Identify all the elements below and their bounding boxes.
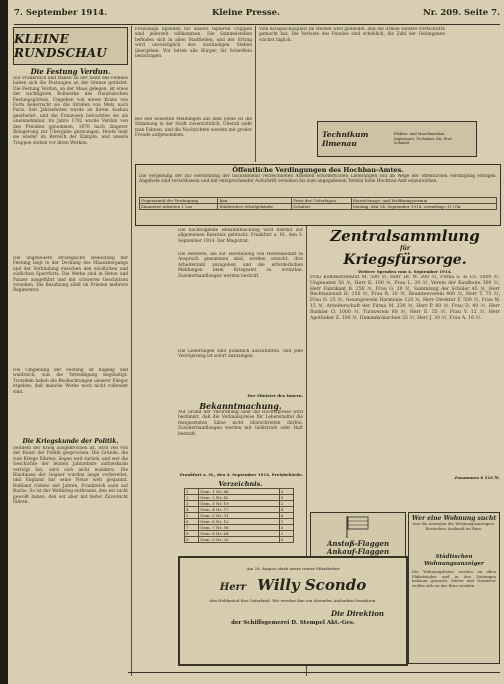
signature: Frankfurt a. M., den 4. September 1914. Preisbehörde. <box>179 472 303 477</box>
table-cell: 6 <box>185 519 199 525</box>
table-cell: 2 <box>279 501 293 507</box>
table-cell: 3 <box>185 501 199 507</box>
zentralsammlung-section <box>310 228 500 508</box>
paragraph: Die nachfolgende Bekanntmachung wird hiermit zur allgemeinen Kenntnis gebracht. Frankfurt a. M., den 3. September 1914. Der Magistrat. <box>178 228 303 244</box>
table-cell: Städtisches Schulgebäude <box>218 204 292 210</box>
header-rule <box>14 24 500 25</box>
obituary-name-line <box>180 575 406 594</box>
header-date: 7. September 1914. <box>14 8 108 18</box>
column-middle-top <box>135 27 252 161</box>
header-issue: Nr. 209. Seite 7. <box>423 8 500 18</box>
table-cell: Zimmerer-Arbeiten 1 Los <box>140 204 218 210</box>
table-cell: Gem. 1 Nr. 86 <box>199 489 279 495</box>
paragraph: Freiwillige Spenden für unsere tapferen Truppen sind jederzeit willkommen. Die Sammelstellen befinden sich in allen Stadtteilen, und der Ertrag wird unverzüglich den zuständigen Stellen übergeben. Wir bitten alle Bürger, ihr Scherflein beizutragen. <box>135 27 252 60</box>
table-cell: 1 <box>185 489 199 495</box>
table-cell: Gem. 3 Nr. 19 <box>199 501 279 507</box>
ad-wohnung <box>408 512 500 664</box>
table-row <box>140 204 497 210</box>
table-cell: 7 <box>185 525 199 531</box>
footer-rule <box>128 672 500 673</box>
table-cell: 1 <box>279 519 293 525</box>
zentral-sub1: für <box>399 245 411 252</box>
ad-wohnung-body: lese die Anzeigen des Wohnungsanzeigers. Kostenlose Auskunft im Büro. <box>412 522 496 531</box>
column-right-top <box>259 27 499 161</box>
obituary-name: Willy Scondo <box>257 576 367 594</box>
heading-verzeichnis: Verzeichnis. <box>218 480 263 488</box>
masthead <box>13 27 128 65</box>
table-header-cell: Einreichungs- und Eröffnungstermin <box>351 198 496 204</box>
table-row <box>185 537 294 543</box>
ad-flags-sub: Ankauf-Flaggen <box>326 547 390 556</box>
table-cell: 8 <box>185 531 199 537</box>
ad-technikum-title: Technikum Ilmenau <box>322 130 369 148</box>
table-cell: Schalter <box>292 204 352 210</box>
paragraph: Auf Frankreich und Italien an der Seite des Feindes haben sich die Festungen an der Grenze gerüstet. Die Festung Verdun, an der Maas gelegen, ist eines der wichtigsten Bollwerke des französischen Festungsgürtels. Umgeben von einem Kranz von Forts beherrscht sie die Straßen von Metz nach Paris. Seit Jahrzehnten wurde an ihrem Ausbau gearbeitet, und die Franzosen betrachten sie als uneinnehmbar. Im Jahre 1792 wurde Verdun von den Preußen genommen, 1870 nach längerer Belagerung zur Übergabe gezwungen. Heute liegt sie wieder im Bereich der Kämpfe, und unsere Truppen stehen vor ihren Werken. <box>13 76 128 146</box>
paragraph: Die Umgebung der Festung ist hügelig und waldreich, was die Verteidigung begünstigt. Trotzdem haben die Beobachtungen unserer Flieger ergeben, daß manche Werke noch nicht vollendet sind. <box>13 368 128 395</box>
table-header-cell: Preis der Unterlagen <box>292 198 352 204</box>
paragraph: Auf Grund der Verordnung über die Höchstpreise wird bestimmt, daß die Verkaufspreise für Lebensmittel die festgesetzten Sätze nicht überschreiten dürfen. Zuwiderhandlungen werden mit Geldstrafe oder Haft bestraft. <box>178 410 303 437</box>
table-cell: 5 <box>279 537 293 543</box>
obituary-name-pre: Herr <box>219 582 247 593</box>
flag-icon <box>343 515 371 539</box>
ad-wohnung-title: Wer eine Wohnung sucht <box>411 515 497 522</box>
heading-politik: Die Kriegskunde der Politik. <box>22 438 119 445</box>
column-left <box>13 27 128 677</box>
ad-technikum <box>317 121 477 157</box>
paragraph: Die ungeheuere strategische Bedeutung der Festung liegt in der Deckung des Maasübergangs und der Verbindung zwischen den nördlichen und südlichen Sperrforts. Die Werke sind in Beton und Panzer ausgeführt und mit schweren Geschützen versehen. Die Besatzung zählt im Frieden mehrere Regimenter. <box>13 256 128 294</box>
table-cell: Montag, den 14. September 1914, vormittags 11 Uhr <box>351 204 496 210</box>
table-cell: 5 <box>185 513 199 519</box>
zentral-total: Zusammen 8 516 ℳ. <box>454 475 500 480</box>
header-paper-name: Kleine Presse. <box>212 8 281 18</box>
ad-wohnung-highlight: Städtischen Wohnungsanzeiger <box>424 554 484 567</box>
table-cell: Gem. 2 Nr. 42 <box>199 495 279 501</box>
masthead-title: KLEINE RUNDSCHAU <box>14 32 107 60</box>
obituary-sig1: Die Direktion <box>331 609 384 618</box>
obituary-box <box>178 556 408 666</box>
table-cell: 5 <box>279 495 293 501</box>
page-edge <box>0 0 8 684</box>
column-rule <box>131 26 132 676</box>
table-cell: Gem. 4 Nr. 77 <box>199 507 279 513</box>
table-cell: 3 <box>279 489 293 495</box>
zentral-lead: Weitere Spenden vom 4. September 1914. <box>358 269 452 274</box>
zentral-sub2: Kriegsfürsorge. <box>343 252 467 268</box>
table-cell: 2 <box>279 531 293 537</box>
obituary-text: den Heldentod fürs Vaterland. Wir werden ihm ein ehrendes Andenken bewahren. <box>209 598 377 603</box>
obituary-sig2: der Schiffsgemerei D. Stempel Akt.-Ges. <box>231 620 355 626</box>
table-cell: 9 <box>185 537 199 543</box>
zentral-body: Frau Kommerzienrat M. 500 ℳ, Herr Dr. W. 200 ℳ, Firma S. & Co. 1000 ℳ, Ungenannt 50 ℳ, Herr K. 100 ℳ, Frau L. 30 ℳ, Verein der Kaufleute 300 ℳ, Herr Fabrikant B. 250 ℳ, Frau G. 20 ℳ, Sammlung der Schüler 45 ℳ, Herr Rechtsanwalt H. 150 ℳ, Frau R. 10 ℳ, Beamtenverein 400 ℳ, Herr T. 75 ℳ, Frau N. 25 ℳ, Gesangverein Harmonie 120 ℳ, Herr Direktor F. 500 ℳ, Frau W. 15 ℳ, Arbeiterschaft der Firma M. 230 ℳ, Herr P. 60 ℳ, Frau D. 40 ℳ, Herr Bankier O. 1000 ℳ, Turnverein 80 ℳ, Herr E. 35 ℳ, Frau V. 12 ℳ, Herr Apotheker Z. 100 ℳ, Damenkränzchen 55 ℳ, Herr J. 20 ℳ, Frau A. 18 ℳ. <box>310 275 500 321</box>
table-header-cell: Bau <box>218 198 292 204</box>
page-header <box>14 8 500 22</box>
ad-technikum-sub: Elektro- und Maschinenbau, Ingenieure, Techniker. Dir. Prof. Schmidt <box>394 132 453 146</box>
announcement-table <box>139 197 497 210</box>
column-middle-lower <box>178 228 303 548</box>
table-cell: Gem. 5 Nr. 31 <box>199 513 279 519</box>
table-cell: Gem. 8 Nr. 64 <box>199 531 279 537</box>
paragraph: Vom Kriegsschauplatz im Westen wird gemeldet, daß die Armee weitere Fortschritte gemacht hat. Die Verluste des Feindes sind erheblich, die Zahl der Gefangenen wächst täglich. <box>259 27 445 43</box>
verzeichnis-table <box>184 488 294 543</box>
obituary-intro: Am 28. August starb unser treuer Mitarbeiter <box>246 566 340 571</box>
table-cell: Gem. 9 Nr. 25 <box>199 537 279 543</box>
table-header-cell: Gegenstand der Verdingung <box>140 198 218 204</box>
paragraph: Bei den neuesten Meldungen aus dem Felde ist die Stimmung in der Stadt zuversichtlich. Überall sieht man Fahnen, und die Nachrichten werden mit großer Freude aufgenommen. <box>135 117 252 139</box>
table-cell: 4 <box>279 507 293 513</box>
paragraph: Seitdem der Krieg ausgebrochen ist, wird viel von der Kunst der Politik gesprochen. Die Gründe, die zum Kriege führten, liegen weit zurück, und wer die Geschichte der letzten Jahrzehnte aufmerksam verfolgt hat, wird sich nicht wundern. Die Bündnisse der Gegner wurden lange vorbereitet, und England hat seine Netze weit gespannt. Rußland rüstete seit Jahren, Frankreich sann auf Rache. So ist der Weltkrieg entbrannt, den wir nicht gewollt haben, den wir aber mit fester Zuversicht führen. <box>13 446 128 506</box>
table-cell: 3 <box>279 525 293 531</box>
heading-verdun: Die Festung Verdun. <box>30 67 111 76</box>
zentral-title: Zentralsammlung <box>330 228 480 245</box>
ad-flags-title: Anstoß-Flaggen <box>326 539 390 548</box>
announcement-body: Die Vergebung der zur Herstellung der nachstehend verzeichneten Arbeiten erforderlichen Lieferungen soll im Wege der öffentlichen Verdingung erfolgen. Angebote sind verschlossen und mit entsprechender Aufschrift versehen bis zum angegebenen Termin beim Hochbau-Amt einzureichen. <box>139 174 497 185</box>
newspaper-page <box>8 0 504 684</box>
heading-bekanntmachung: Bekanntmachung. <box>199 401 282 411</box>
ad-wohnung-body2: Die Wohnungslisten werden an allen Plakatsäulen und in den Zeitungen bekannt gemacht. Mieter und Vermieter wollen sich an das Büro wenden. <box>412 570 496 588</box>
signature: Der Minister des Innern. <box>247 393 303 398</box>
paragraph: Die Lieferungen sind pünktlich auszuführen, und jede Verzögerung ist sofort anzuzeigen. <box>178 349 303 360</box>
column-rule <box>255 26 256 162</box>
table-cell: 6 <box>279 513 293 519</box>
announcement-box <box>135 164 501 226</box>
table-cell: Gem. 7 Nr. 58 <box>199 525 279 531</box>
table-cell: Gem. 6 Nr. 12 <box>199 519 279 525</box>
table-cell: 2 <box>185 495 199 501</box>
table-cell: 4 <box>185 507 199 513</box>
paragraph: Die Betriebe, die zur Herstellung von Heeresbedarf in Anspruch genommen sind, werden ersucht, ihre Arbeiterzahl anzugeben und die erforderlichen Meldungen beim Kriegsamt zu erstatten. Zuwiderhandlungen werden bestraft. <box>178 252 303 279</box>
announcement-title: Öffentliche Verdingungen des Hochbau-Amtes. <box>232 166 404 174</box>
